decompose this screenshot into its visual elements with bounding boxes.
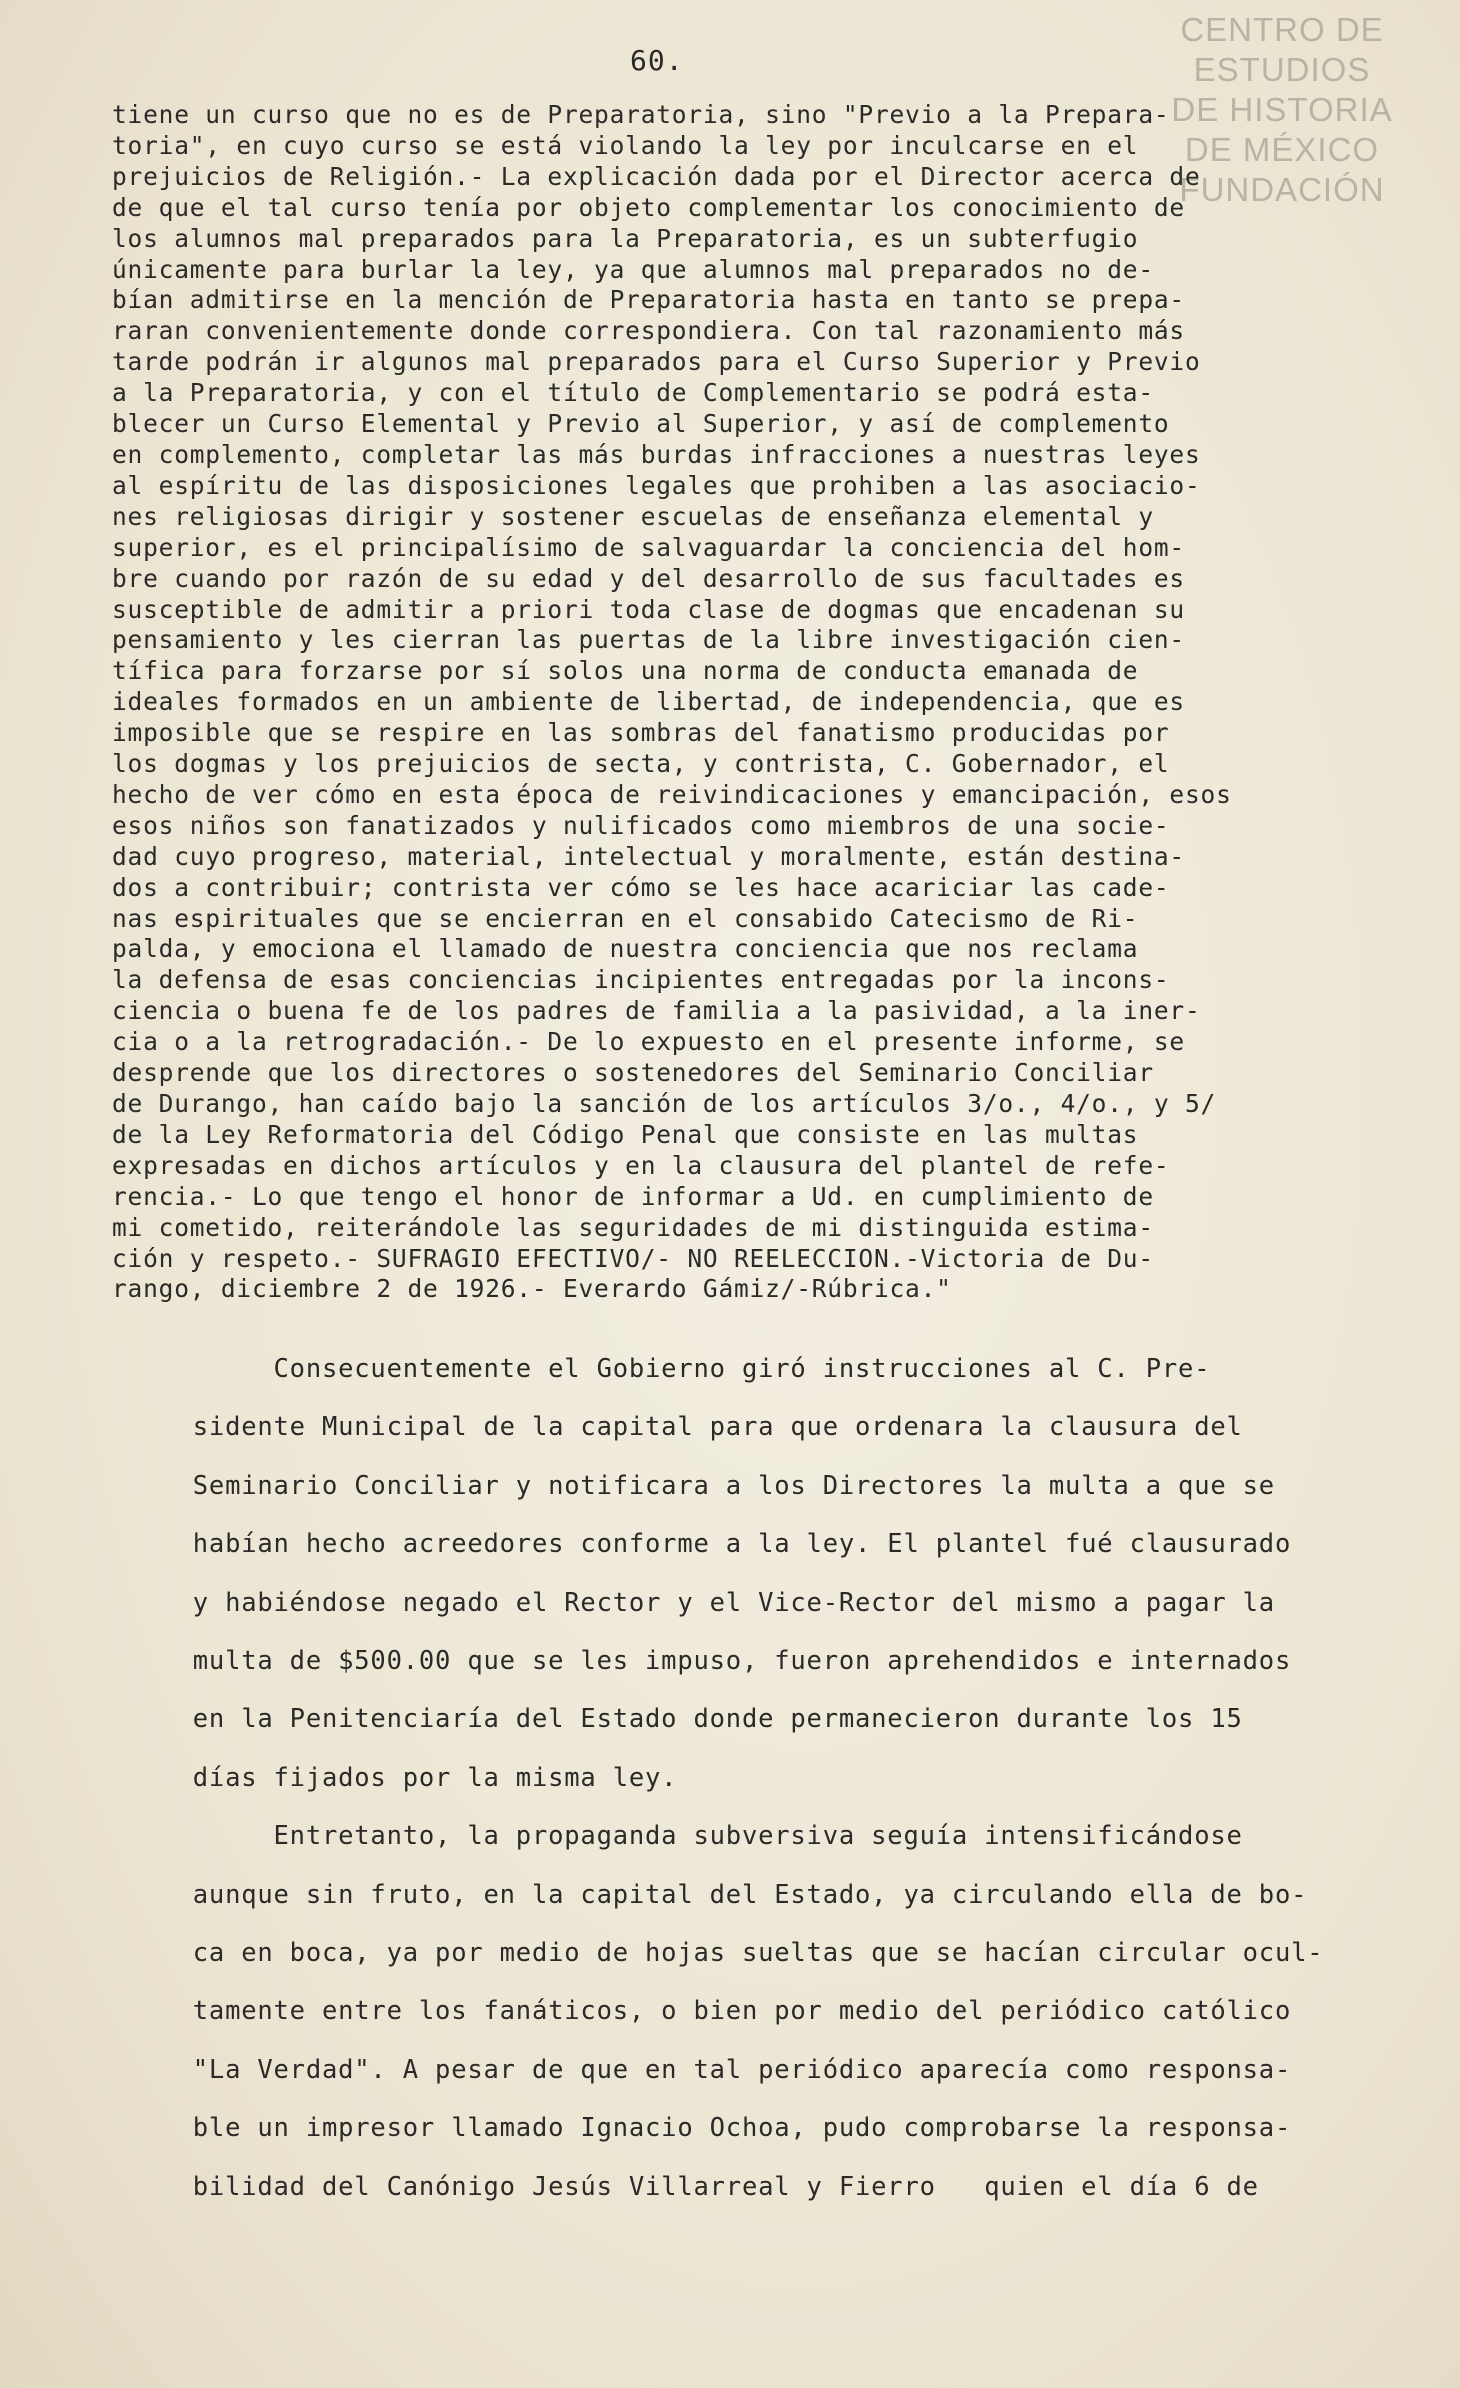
- text-line: de la Ley Reformatoria del Código Penal que consiste en las multas: [112, 1119, 1139, 1149]
- text-line: Seminario Conciliar y notificara a los Directores la multa a que se: [112, 1470, 1275, 1501]
- text-line: habían hecho acreedores conforme a la ley. El plantel fué clausurado: [112, 1529, 1292, 1560]
- text-line: ble un impresor llamado Ignacio Ochoa, pudo comprobarse la responsa-: [112, 2113, 1292, 2144]
- text-line: esos niños son fanatizados y nulificados como miembros de una socie-: [112, 810, 1170, 840]
- report-text-block: [112, 100, 1457, 1305]
- text-line: dad cuyo progreso, material, intelectual y moralmente, están destina-: [112, 841, 1185, 871]
- text-line: tarde podrán ir algunos mal preparados para el Curso Superior y Previo: [112, 347, 1201, 377]
- text-line: únicamente para burlar la ley, ya que alumnos mal preparados no de-: [112, 254, 1154, 284]
- watermark-line: FUNDACIÓN: [1179, 171, 1385, 208]
- text-line: Entretanto, la propaganda subversiva seguía intensificándose: [112, 1821, 1243, 1852]
- watermark-line: CENTRO DE: [1180, 11, 1384, 48]
- text-line: "La Verdad". A pesar de que en tal periódico aparecía como responsa-: [112, 2054, 1292, 2085]
- text-line: tífica para forzarse por sí solos una norma de conducta emanada de: [112, 656, 1139, 686]
- text-line: mi cometido, reiterándole las seguridades de mi distinguida estima-: [112, 1212, 1154, 1242]
- text-line: nas espirituales que se encierran en el consabido Catecismo de Ri-: [112, 903, 1139, 933]
- page-number: 60.: [630, 44, 684, 77]
- text-line: superior, es el principalísimo de salvaguardar la conciencia del hom-: [112, 532, 1185, 562]
- text-line: susceptible de admitir a priori toda clase de dogmas que encadenan su: [112, 594, 1185, 624]
- text-line: los dogmas y los prejuicios de secta, y contrista, C. Gobernador, el: [112, 749, 1170, 779]
- text-line: la defensa de esas conciencias incipientes entregadas por la incons-: [112, 965, 1170, 995]
- text-line: tamente entre los fanáticos, o bien por medio del periódico católico: [112, 1996, 1292, 2027]
- text-line: ciencia o buena fe de los padres de familia a la pasividad, a la iner-: [112, 996, 1201, 1026]
- watermark-line: DE HISTORIA: [1171, 91, 1393, 128]
- text-line: ideales formados en un ambiente de libertad, de independencia, que es: [112, 687, 1185, 717]
- text-line: raran convenientemente donde correspondiera. Con tal razonamiento más: [112, 316, 1185, 346]
- text-line: a la Preparatoria, y con el título de Complementario se podrá esta-: [112, 378, 1154, 408]
- text-line: ción y respeto.- SUFRAGIO EFECTIVO/- NO REELECCION.-Victoria de Du-: [112, 1243, 1154, 1273]
- text-line: al espíritu de las disposiciones legales que prohiben a las asociacio-: [112, 470, 1201, 500]
- text-line: pensamiento y les cierran las puertas de la libre investigación cien-: [112, 625, 1185, 655]
- text-line: multa de $500.00 que se les impuso, fueron aprehendidos e internados: [112, 1646, 1292, 1677]
- text-line: prejuicios de Religión.- La explicación dada por el Director acerca de: [112, 161, 1201, 191]
- text-line: desprende que los directores o sostenedores del Seminario Conciliar: [112, 1058, 1154, 1088]
- text-line: los alumnos mal preparados para la Preparatoria, es un subterfugio: [112, 223, 1139, 253]
- text-line: ca en boca, ya por medio de hojas sueltas que se hacían circular ocul-: [112, 1938, 1324, 1969]
- text-line: cia o a la retrogradación.- De lo expuesto en el presente informe, se: [112, 1027, 1185, 1057]
- watermark-line: ESTUDIOS: [1193, 51, 1371, 88]
- text-line: aunque sin fruto, en la capital del Estado, ya circulando ella de bo-: [112, 1879, 1308, 1910]
- text-line: sidente Municipal de la capital para que ordenara la clausura del: [112, 1412, 1243, 1443]
- text-line: en complemento, completar las más burdas infracciones a nuestras leyes: [112, 439, 1201, 469]
- text-line: Consecuentemente el Gobierno giró instrucciones al C. Pre-: [112, 1354, 1211, 1384]
- text-line: toria", en cuyo curso se está violando la ley por inculcarse en el: [112, 130, 1139, 160]
- text-line: de que el tal curso tenía por objeto complementar los conocimiento de: [112, 192, 1185, 222]
- text-line: tiene un curso que no es de Preparatoria, sino "Previo a la Prepara-: [112, 100, 1170, 129]
- text-line: blecer un Curso Elemental y Previo al Superior, y así de complemento: [112, 409, 1170, 439]
- text-line: palda, y emociona el llamado de nuestra conciencia que nos reclama: [112, 934, 1139, 964]
- narrative-text-block: [112, 1340, 1457, 2216]
- text-line: bre cuando por razón de su edad y del desarrollo de sus facultades es: [112, 563, 1185, 593]
- text-line: rango, diciembre 2 de 1926.- Everardo Gámiz/-Rúbrica.": [112, 1274, 952, 1304]
- text-line: dos a contribuir; contrista ver cómo se les hace acariciar las cade-: [112, 872, 1170, 902]
- text-line: y habiéndose negado el Rector y el Vice-Rector del mismo a pagar la: [112, 1587, 1275, 1618]
- text-line: bían admitirse en la mención de Preparatoria hasta en tanto se prepa-: [112, 285, 1185, 315]
- text-line: bilidad del Canónigo Jesús Villarreal y Fierro quien el día 6 de: [112, 2171, 1259, 2202]
- text-line: días fijados por la misma ley.: [112, 1762, 678, 1793]
- text-line: rencia.- Lo que tengo el honor de informar a Ud. en cumplimiento de: [112, 1181, 1154, 1211]
- text-line: nes religiosas dirigir y sostener escuelas de enseñanza elemental y: [112, 501, 1154, 531]
- text-line: en la Penitenciaría del Estado donde permanecieron durante los 15: [112, 1704, 1243, 1735]
- watermark-line: DE MÉXICO: [1184, 131, 1380, 168]
- text-line: expresadas en dichos artículos y en la clausura del plantel de refe-: [112, 1150, 1170, 1180]
- text-line: hecho de ver cómo en esta época de reivindicaciones y emancipación, esos: [112, 779, 1232, 809]
- text-line: de Durango, han caído bajo la sanción de los artículos 3/o., 4/o., y 5/: [112, 1089, 1217, 1118]
- text-line: imposible que se respire en las sombras del fanatismo producidas por: [112, 718, 1170, 748]
